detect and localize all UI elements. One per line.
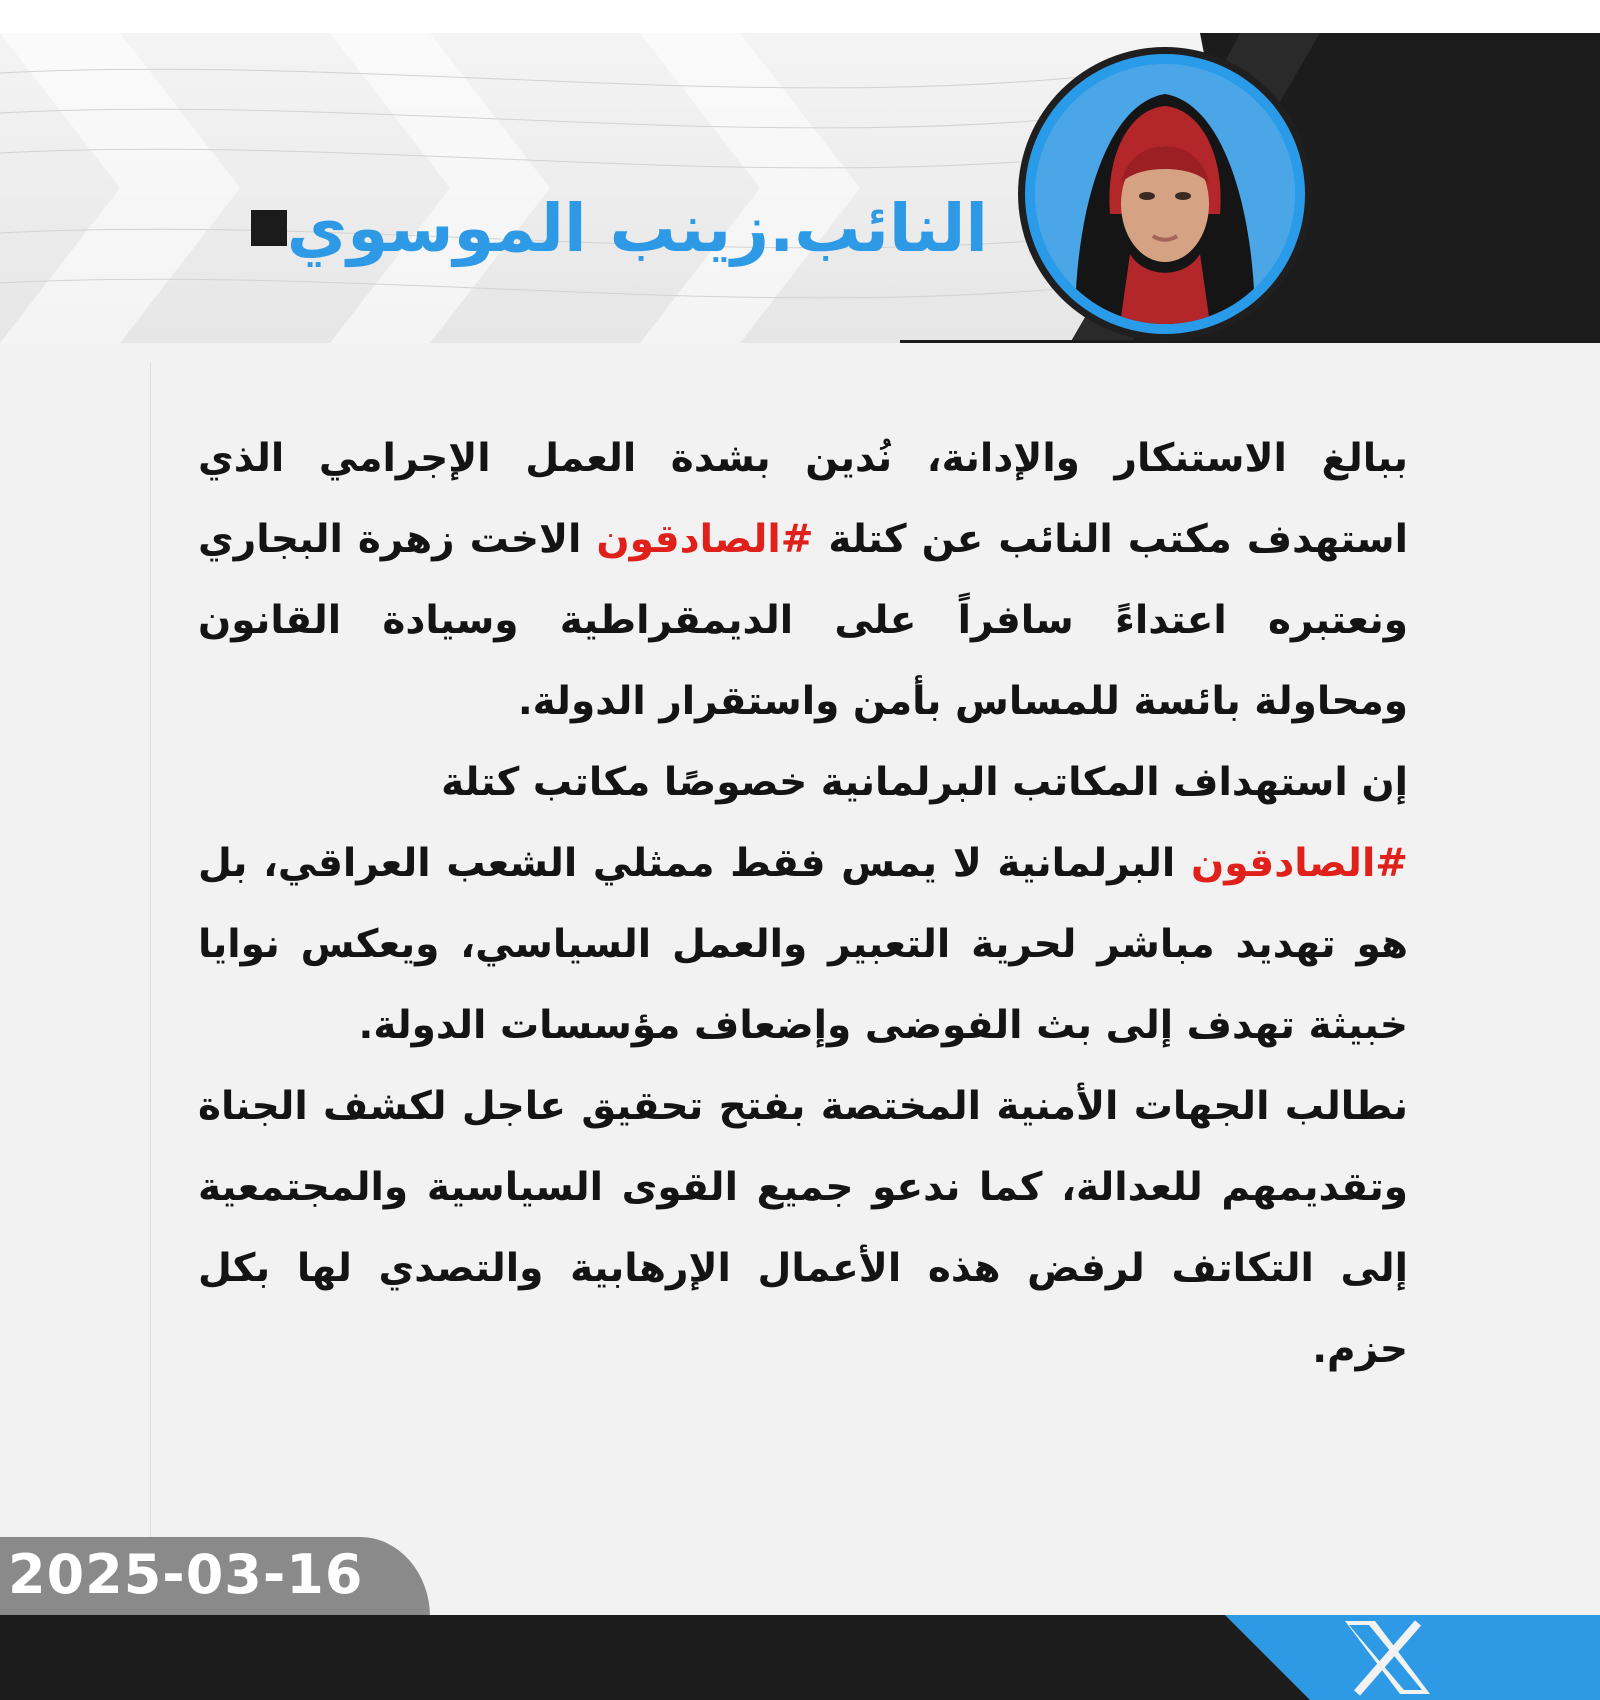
hashtag-link[interactable]: #الصادقون — [596, 517, 814, 562]
paragraph-2-text-b: البرلمانية لا يمس فقط ممثلي الشعب العراقي، بل هو تهديد مباشر لحرية التعبير والعمل السياسي، ويعكس نوايا خبيثة تهدف إلى بث الفوضى وإضعاف مؤسسات الدولة. — [198, 841, 1408, 1048]
page-title: النائب.زينب الموسوي — [286, 189, 988, 267]
hashtag-link[interactable]: #الصادقون — [1190, 841, 1408, 886]
statement-paragraph-2 — [198, 742, 1408, 1066]
date-label: 2025-03-16 — [8, 1543, 364, 1606]
statement-card — [0, 33, 1600, 1700]
portrait-photo — [1035, 64, 1295, 324]
paragraph-2-text-a: إن استهداف المكاتب البرلمانية خصوصًا مكاتب كتلة — [441, 760, 1408, 805]
paragraph-1-text-a: ببالغ الاستنكار والإدانة، نُدين بشدة العمل الإجرامي الذي استهدف مكتب النائب عن كتلة — [198, 436, 1408, 562]
footer-bar — [0, 1615, 1600, 1700]
statement-paragraph-3: نطالب الجهات الأمنية المختصة بفتح تحقيق عاجل لكشف الجناة وتقديمهم للعدالة، كما ندعو جميع القوى السياسية والمجتمعية إلى التكاتف لرفض هذه الأعمال الإرهابية والتصدي لها بكل حزم. — [198, 1084, 1408, 1372]
avatar — [1018, 47, 1312, 341]
paragraph-1-text-b: الاخت زهرة البجاري ونعتبره اعتداءً سافراً على الديمقراطية وسيادة القانون ومحاولة بائسة للمساس بأمن واستقرار الدولة. — [198, 517, 1408, 724]
statement-paragraph-1 — [198, 418, 1408, 742]
statement-body — [198, 418, 1408, 1390]
title-row — [237, 173, 988, 283]
title-bullet-square — [251, 210, 287, 246]
